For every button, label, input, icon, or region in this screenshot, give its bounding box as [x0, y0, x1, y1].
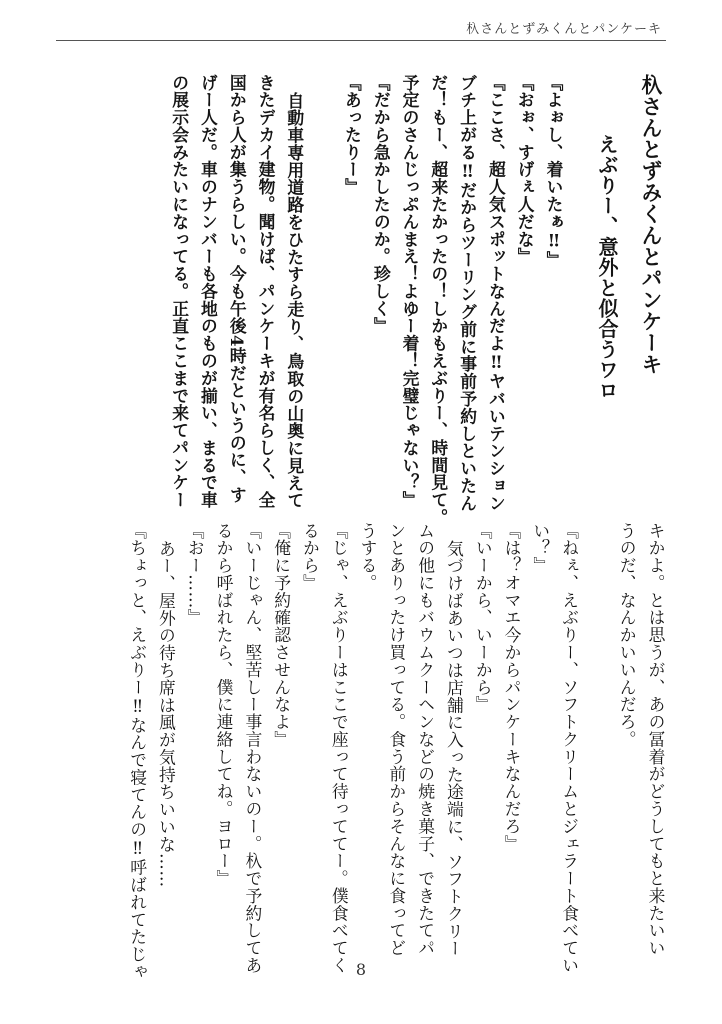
running-header: 杁さんとずみくんとパンケーキ	[466, 22, 662, 37]
body-line: 『おぉ、すげぇ人だな』	[515, 74, 536, 266]
body-line: 『は？オマエ今からパンケーキなんだろ』	[502, 522, 523, 853]
body-line: 国から人が集うらしい。今も午後4時だというのに、す	[227, 74, 248, 504]
body-line: 『ねぇ、えぶりー、ソフトクリームとジェラート食べてい	[559, 522, 580, 975]
body-line: あー、屋外の待ち席は風が気持ちいいな……	[156, 540, 177, 888]
body-line: 気づけばあいつは店舗に入った途端に、ソフトクリー	[444, 540, 465, 958]
body-line: 『じゃ、えぶりーはここで座って待っててー。僕食べてく	[329, 522, 350, 975]
body-line: だ！もー、超来たかったの！しかもえぶりー、時間見て。	[428, 74, 449, 527]
body-line: うのだ、なんかいいんだろ。	[617, 522, 638, 749]
page-number: 8	[355, 960, 367, 979]
body-line: 予定のさんじっぷんまえ！よゆー着！完璧じゃない？』	[400, 74, 421, 509]
body-line: ンとありったけ買ってる。食う前からそんなに食ってど	[386, 522, 407, 957]
chapter-title: 杁さんとずみくんとパンケーキ	[639, 74, 664, 375]
body-line: きたデカイ建物。聞けば、パンケーキが有名らしく、全	[256, 74, 277, 509]
body-line: ブチ上がる‼だからツーリング前に事前予約しといたん	[457, 74, 478, 512]
body-line: 『よぉし、着いたぁ‼』	[544, 74, 564, 269]
body-line: るから呼ばれたら、僕に連絡してね。ヨロー』	[214, 522, 235, 888]
body-line: 『ここさ、超人気スポットなんだよ‼ヤバいテンション	[486, 74, 507, 512]
body-line: 『ちょっと、えぶりー‼なんで寝てんの‼呼ばれてたじゃ	[127, 522, 148, 981]
body-line: 『おー……』	[185, 522, 206, 627]
bottom-text-block	[127, 522, 666, 981]
chapter-subtitle: えぶりー、意外と似合うワロ	[595, 134, 619, 401]
top-text-block	[169, 74, 664, 527]
body-line: キかよ。とは思うが、あの冨着がどうしてもと来たいい	[646, 522, 666, 957]
body-line: い？』	[530, 522, 551, 575]
body-line: うする。	[358, 522, 379, 592]
body-line: 自動車専用道路をひたすら走り、鳥取の山奥に見えて	[284, 92, 305, 510]
body-line: の展示会みたいになってる。正直ここまで来てパンケー	[169, 74, 190, 509]
body-line: げー人だ。車のナンバーも各地のものが揃い、まるで車	[198, 74, 219, 509]
body-line: 『いーから、いーから』	[473, 522, 494, 714]
header-rule	[56, 40, 666, 41]
body-line: ムの他にもバウムクーヘンなどの焼き菓子、できたてパ	[415, 522, 436, 957]
body-line: 『あったりー』	[342, 74, 363, 196]
body-line: るから』	[300, 522, 321, 592]
body-line: 『俺に予約確認させんなよ』	[271, 522, 292, 749]
body-line: 『だから急かしたのか。珍しく』	[371, 74, 392, 335]
body-line: 『いーじゃん、堅苦しー事言わないのー。杁で予約してあ	[242, 522, 263, 975]
